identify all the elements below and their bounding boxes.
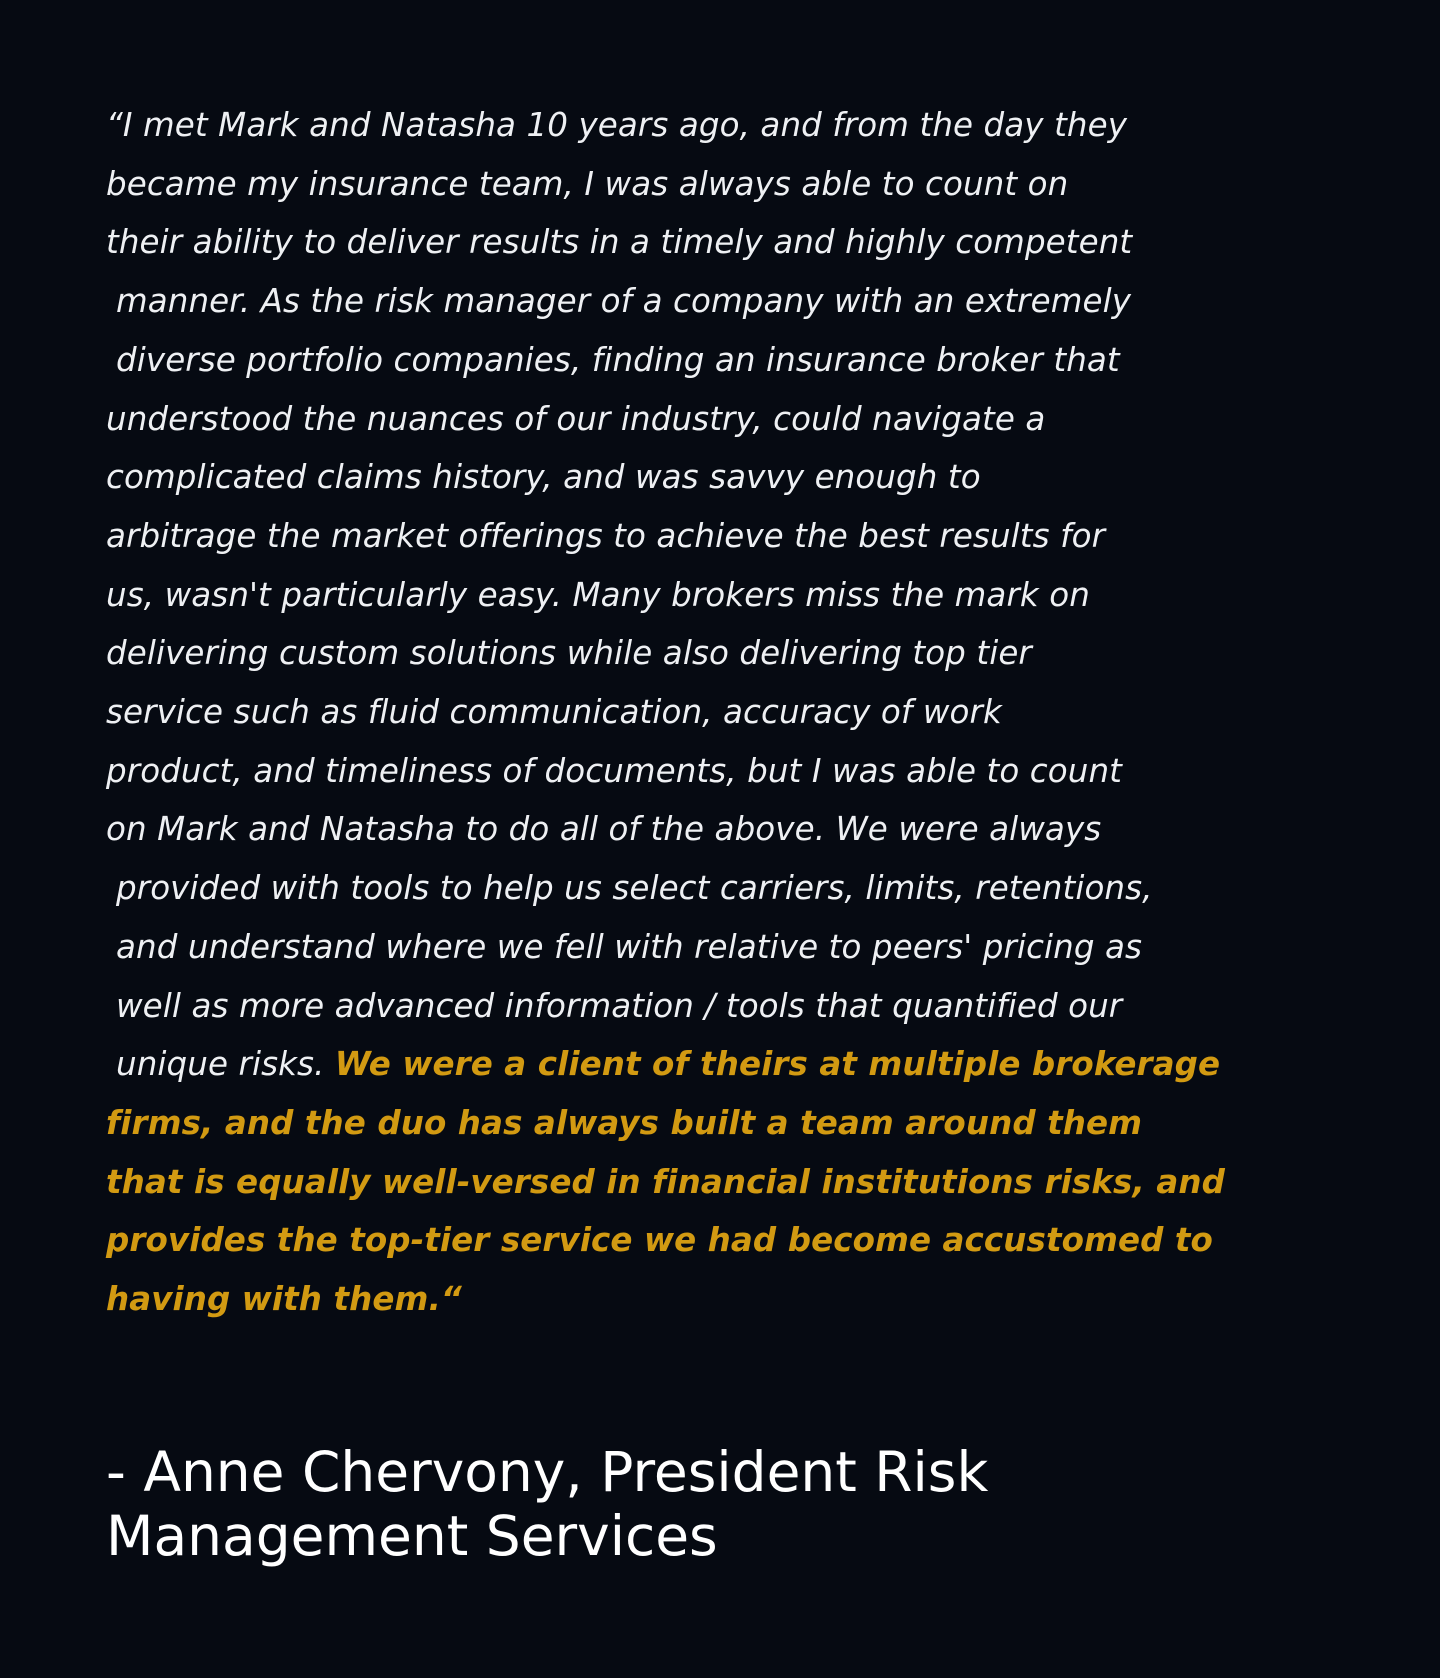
quote-line: product, and timeliness of documents, but I was able to count — [106, 751, 1122, 790]
quote-line: service such as fluid communication, accuracy of work — [106, 693, 1002, 732]
highlighted-quote-line: having with them.“ — [106, 1280, 462, 1319]
highlighted-quote-line: provides the top-tier service we had become accustomed to — [106, 1221, 1213, 1260]
quote-line: “I met Mark and Natasha 10 years ago, and from the day they — [106, 106, 1128, 144]
quote-line-text: unique risks. — [116, 1045, 335, 1084]
quote-line: their ability to deliver results in a timely and highly competent — [106, 223, 1133, 262]
testimonial-quote — [106, 96, 1336, 1329]
attribution-line: Management Services — [106, 1504, 718, 1568]
highlighted-quote-line: firms, and the duo has always built a team around them — [106, 1103, 1143, 1142]
testimonial-attribution — [106, 1440, 1336, 1568]
quote-line: diverse portfolio companies, finding an insurance broker that — [116, 340, 1120, 379]
highlighted-quote-text: We were a client of theirs at multiple brokerage — [334, 1045, 1221, 1084]
quote-line: delivering custom solutions while also delivering top tier — [106, 634, 1032, 673]
quote-line: understood the nuances of our industry, could navigate a — [106, 399, 1046, 438]
quote-line: became my insurance team, I was always able to count on — [106, 164, 1069, 203]
testimonial-block — [106, 96, 1336, 1329]
quote-line: and understand where we fell with relative to peers' pricing as — [116, 927, 1143, 966]
quote-line: on Mark and Natasha to do all of the above. We were always — [106, 810, 1102, 849]
quote-line-mixed — [106, 1035, 1336, 1094]
quote-line: complicated claims history, and was savvy enough to — [106, 458, 981, 497]
quote-line: manner. As the risk manager of a company with an extremely — [116, 282, 1132, 321]
quote-line: arbitrage the market offerings to achieve the best results for — [106, 516, 1106, 555]
highlighted-quote-line: that is equally well-versed in financial institutions risks, and — [106, 1162, 1225, 1201]
quote-line: us, wasn't particularly easy. Many brokers miss the mark on — [106, 575, 1090, 614]
quote-line: well as more advanced information / tools that quantified our — [116, 986, 1123, 1025]
quote-line: provided with tools to help us select carriers, limits, retentions, — [116, 869, 1153, 908]
attribution-line: - Anne Chervony, President Risk — [106, 1440, 989, 1504]
